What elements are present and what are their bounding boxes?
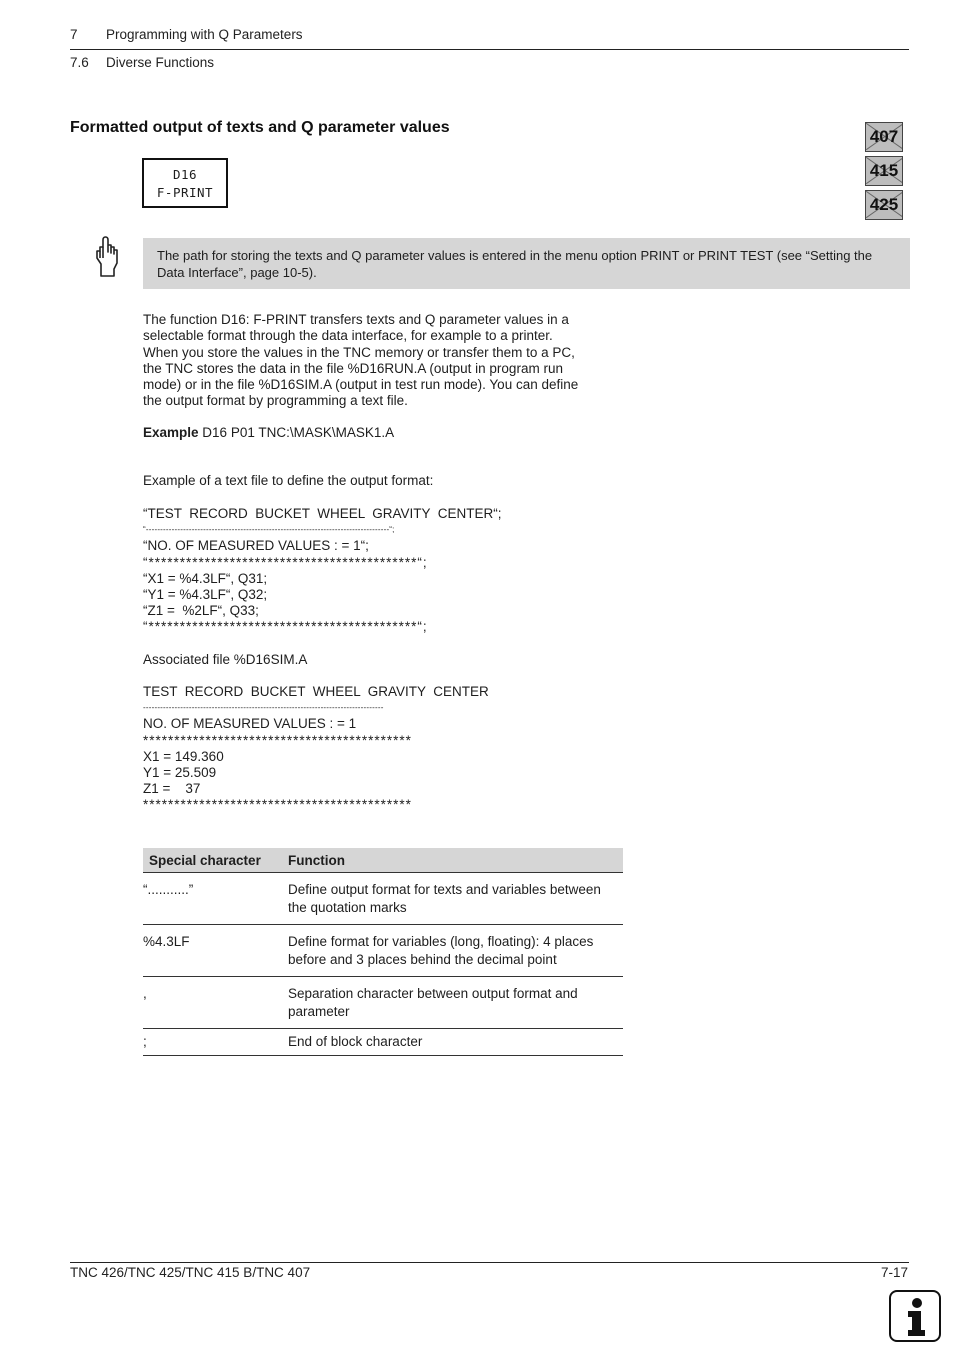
output-line: *******************************************: [143, 797, 412, 813]
table-cell: End of block character: [282, 1029, 623, 1056]
example-label: Example: [143, 425, 199, 440]
output-line: Z1 = 37: [143, 781, 201, 797]
listing-line: “Z1 = %2LF“, Q33;: [143, 603, 259, 619]
output-line: *******************************************: [143, 732, 412, 748]
example-code: D16 P01 TNC:\MASK\MASK1.A: [202, 425, 395, 440]
table-cell: ;: [143, 1029, 282, 1056]
table-cell: ,: [143, 977, 282, 1029]
table-cell: %4.3LF: [143, 925, 282, 977]
column-header: Function: [282, 848, 623, 873]
softkey-line2: F-PRINT: [156, 185, 214, 200]
listing-line: “*******************************************“;: [143, 619, 428, 635]
table-cell: “...........”: [143, 873, 282, 925]
output-line: NO. OF MEASURED VALUES : = 1: [143, 716, 357, 732]
page-title: Formatted output of texts and Q parameter values: [70, 119, 450, 136]
paragraph-line: When you store the values in the TNC memory or transfer them to a PC,: [143, 344, 575, 360]
footer-rule: [70, 1262, 909, 1263]
badge-label: 415: [869, 161, 899, 180]
table-cell: Separation character between output format and parameter: [282, 977, 623, 1029]
paragraph-line: mode) or in the file %D16SIM.A (output in test run mode). You can define: [143, 377, 579, 393]
intro-paragraph: [143, 312, 643, 410]
example-line: [143, 425, 394, 441]
softkey-line1: D16: [172, 167, 198, 182]
section-number: 7.6: [70, 55, 89, 70]
info-icon: [889, 1290, 941, 1342]
hand-pointing-icon: [93, 236, 123, 278]
paragraph-line: the output format by programming a text file.: [143, 393, 408, 409]
chapter-number: 7: [70, 27, 78, 42]
output-line: Y1 = 25.509: [143, 765, 217, 781]
model-badge-415: [865, 156, 903, 186]
text-file-intro: Example of a text file to define the output format:: [143, 473, 434, 488]
table-row: [143, 873, 623, 925]
f-print-softkey: [142, 158, 228, 208]
badge-label: 425: [869, 195, 899, 214]
associated-file-label: Associated file %D16SIM.A: [143, 652, 308, 667]
table-row: [143, 925, 623, 977]
note-box: The path for storing the texts and Q parameter values is entered in the menu option PRINT or PRINT TEST (see “Setting the Data Interface”, page 10-5).: [143, 238, 910, 289]
table-row: [143, 1029, 623, 1056]
listing-line: “*******************************************“;: [143, 554, 428, 570]
listing-line: “Y1 = %4.3LF“, Q32;: [143, 587, 268, 603]
section-heading: [70, 55, 214, 70]
table-header-row: [143, 848, 623, 873]
special-character-table: [143, 848, 623, 1056]
associated-file-listing: [143, 684, 489, 814]
model-badge-407: [865, 122, 903, 152]
listing-line: “TEST RECORD BUCKET WHEEL GRAVITY CENTER“;: [143, 506, 502, 521]
section-title: Diverse Functions: [106, 55, 215, 70]
header-rule: [70, 49, 909, 50]
column-header: Special character: [143, 848, 282, 873]
chapter-title: Programming with Q Parameters: [106, 27, 303, 42]
footer-model-list: TNC 426/TNC 425/TNC 415 B/TNC 407: [70, 1265, 311, 1280]
listing-line: “-------------------------------------------------------------------------------------“;: [143, 525, 395, 535]
page-number: 7-17: [880, 1265, 908, 1280]
output-line: ------------------------------------------------------------------------------------: [143, 703, 384, 713]
table-cell: Define format for variables (long, floating): 4 places before and 3 places behind the decimal point: [282, 925, 623, 977]
table-cell: Define output format for texts and variables between the quotation marks: [282, 873, 623, 925]
text-file-listing: [143, 506, 502, 636]
paragraph-line: selectable format through the data interface, for example to a printer.: [143, 328, 553, 344]
output-line: X1 = 149.360: [143, 748, 224, 764]
model-badge-425: [865, 190, 903, 220]
output-line: TEST RECORD BUCKET WHEEL GRAVITY CENTER: [143, 684, 489, 699]
listing-line: “NO. OF MEASURED VALUES : = 1“;: [143, 538, 369, 554]
chapter-heading: [70, 27, 303, 42]
listing-line: “X1 = %4.3LF“, Q31;: [143, 570, 268, 586]
badge-label: 407: [869, 127, 899, 146]
paragraph-line: The function D16: F-PRINT transfers texts and Q parameter values in a: [143, 312, 569, 327]
paragraph-line: the TNC stores the data in the file %D16RUN.A (output in program run: [143, 360, 563, 376]
table-row: [143, 977, 623, 1029]
